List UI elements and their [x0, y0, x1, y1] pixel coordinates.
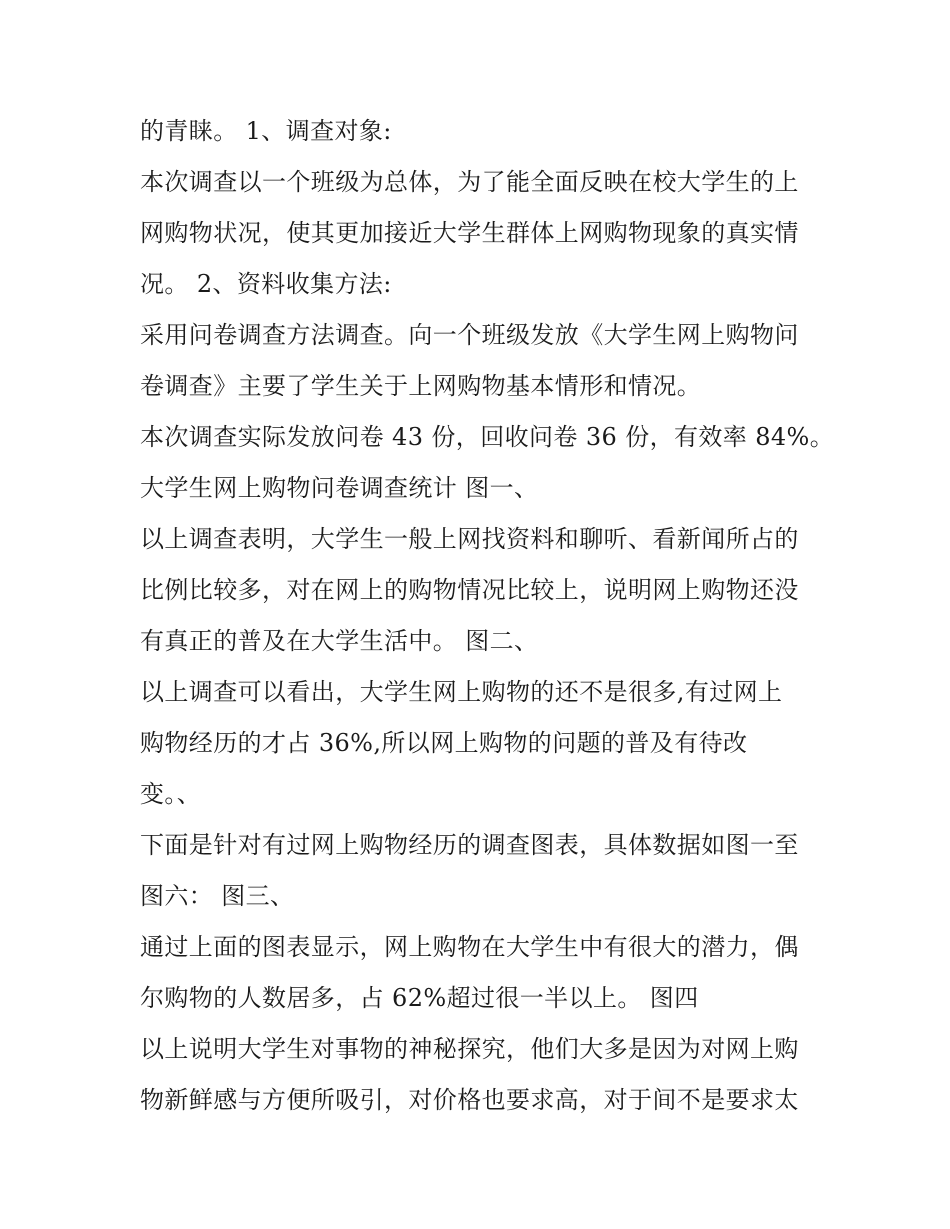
text-line: 况。 2、资料收集方法: — [140, 270, 392, 298]
text-line: 大学生网上购物问卷调查统计 图一、 — [140, 474, 539, 502]
body-text — [140, 106, 835, 1126]
text-line: 网购物状况，使其更加接近大学生群体上网购物现象的真实情 — [140, 219, 799, 247]
text-line: 以上调查表明，大学生一般上网找资料和聊听、看新闻所占的 — [140, 525, 799, 553]
text-line: 的青睐。 1、调查对象: — [140, 117, 392, 145]
text-line: 变。、 — [140, 780, 202, 808]
text-line: 尔购物的人数居多，占 62%超过很一半以上。 图四 — [140, 984, 699, 1012]
text-line: 有真正的普及在大学生活中。 图二、 — [140, 627, 539, 655]
text-line: 本次调查实际发放问卷 43 份，回收问卷 36 份，有效率 84%。 — [140, 423, 835, 451]
text-line: 通过上面的图表显示，网上购物在大学生中有很大的潜力，偶 — [140, 933, 799, 961]
text-line: 本次调查以一个班级为总体，为了能全面反映在校大学生的上 — [140, 168, 799, 196]
text-line: 采用问卷调查方法调查。向一个班级发放《大学生网上购物问 — [140, 321, 799, 349]
text-line: 购物经历的才占 36%,所以网上购物的问题的普及有待改 — [140, 729, 748, 757]
text-line: 物新鲜感与方便所吸引，对价格也要求高，对于间不是要求太 — [140, 1086, 799, 1114]
text-line: 下面是针对有过网上购物经历的调查图表，具体数据如图一至 — [140, 831, 799, 859]
text-line: 图六： 图三、 — [140, 882, 295, 910]
text-line: 卷调查》主要了学生关于上网购物基本情形和情况。 — [140, 372, 702, 400]
text-line: 比例比较多，对在网上的购物情况比较上，说明网上购物还没 — [140, 576, 799, 604]
text-line: 以上调查可以看出，大学生网上购物的还不是很多,有过网上 — [140, 678, 783, 706]
text-line: 以上说明大学生对事物的神秘探究，他们大多是因为对网上购 — [140, 1035, 799, 1063]
